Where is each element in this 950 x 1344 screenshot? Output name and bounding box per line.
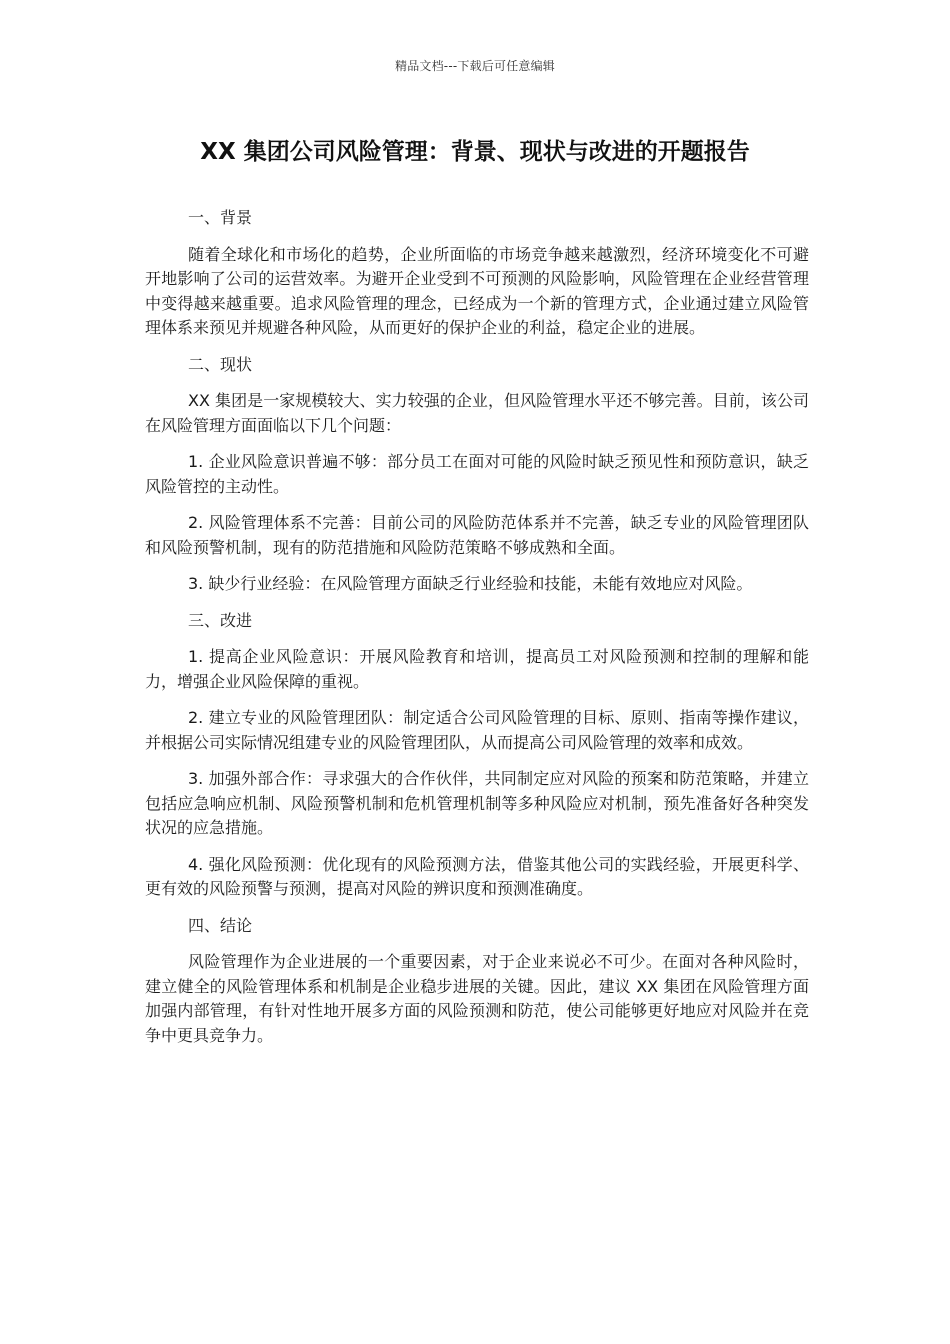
- list-item-improvement-2: 2. 建立专业的风险管理团队：制定适合公司风险管理的目标、原则、指南等操作建议，并根据公司实际情况组建专业的风险管理团队，从而提高公司风险管理的效率和成效。: [145, 708, 809, 752]
- section-heading-conclusion: 四、结论: [188, 915, 253, 935]
- section-heading-status: 二、现状: [188, 354, 253, 374]
- header-note: 精品文档---下载后可任意编辑: [395, 59, 555, 73]
- list-item-improvement-4: 4. 强化风险预测：优化现有的风险预测方法，借鉴其他公司的实践经验，开展更科学、更有效的风险预警与预测，提高对风险的辨识度和预测准确度。: [145, 854, 809, 898]
- list-item-improvement-3: 3. 加强外部合作：寻求强大的合作伙伴，共同制定应对风险的预案和防范策略，并建立包括应急响应机制、风险预警机制和危机管理机制等多种风险应对机制，预先准备好各种突发状况的应急措施。: [145, 769, 809, 837]
- list-item-improvement-1: 1. 提高企业风险意识：开展风险教育和培训，提高员工对风险预测和控制的理解和能力，增强企业风险保障的重视。: [145, 647, 809, 691]
- list-item-problem-3: 3. 缺少行业经验：在风险管理方面缺乏行业经验和技能，未能有效地应对风险。: [188, 574, 753, 593]
- list-item-problem-2: 2. 风险管理体系不完善：目前公司的风险防范体系并不完善，缺乏专业的风险管理团队和风险预警机制，现有的防范措施和风险防范策略不够成熟和全面。: [145, 513, 809, 557]
- list-item-problem-1: 1. 企业风险意识普遍不够：部分员工在面对可能的风险时缺乏预见性和预防意识，缺乏风险管控的主动性。: [145, 452, 809, 496]
- paragraph-background: 随着全球化和市场化的趋势，企业所面临的市场竞争越来越激烈，经济环境变化不可避开地影响了公司的运营效率。为避开企业受到不可预测的风险影响，风险管理在企业经营管理中变得越来越重要。追求风险管理的理念，已经成为一个新的管理方式，企业通过建立风险管理体系来预见并规避各种风险，从而更好的保护企业的利益，稳定企业的进展。: [145, 244, 809, 337]
- section-heading-background: 一、背景: [188, 208, 253, 227]
- document-title: XX 集团公司风险管理：背景、现状与改进的开题报告: [200, 139, 750, 165]
- paragraph-status-intro: XX 集团是一家规模较大、实力较强的企业，但风险管理水平还不够完善。目前，该公司在风险管理方面面临以下几个问题：: [145, 391, 809, 435]
- section-heading-improvement: 三、改进: [188, 610, 253, 630]
- paragraph-conclusion: 风险管理作为企业进展的一个重要因素，对于企业来说必不可少。在面对各种风险时，建立健全的风险管理体系和机制是企业稳步进展的关键。因此，建议 XX 集团在风险管理方面加强内部管理，有针对性地开展多方面的风险预测和防范，使公司能够更好地应对风险并在竞争中更具竞争力。: [145, 952, 809, 1045]
- document-body: [145, 206, 809, 1060]
